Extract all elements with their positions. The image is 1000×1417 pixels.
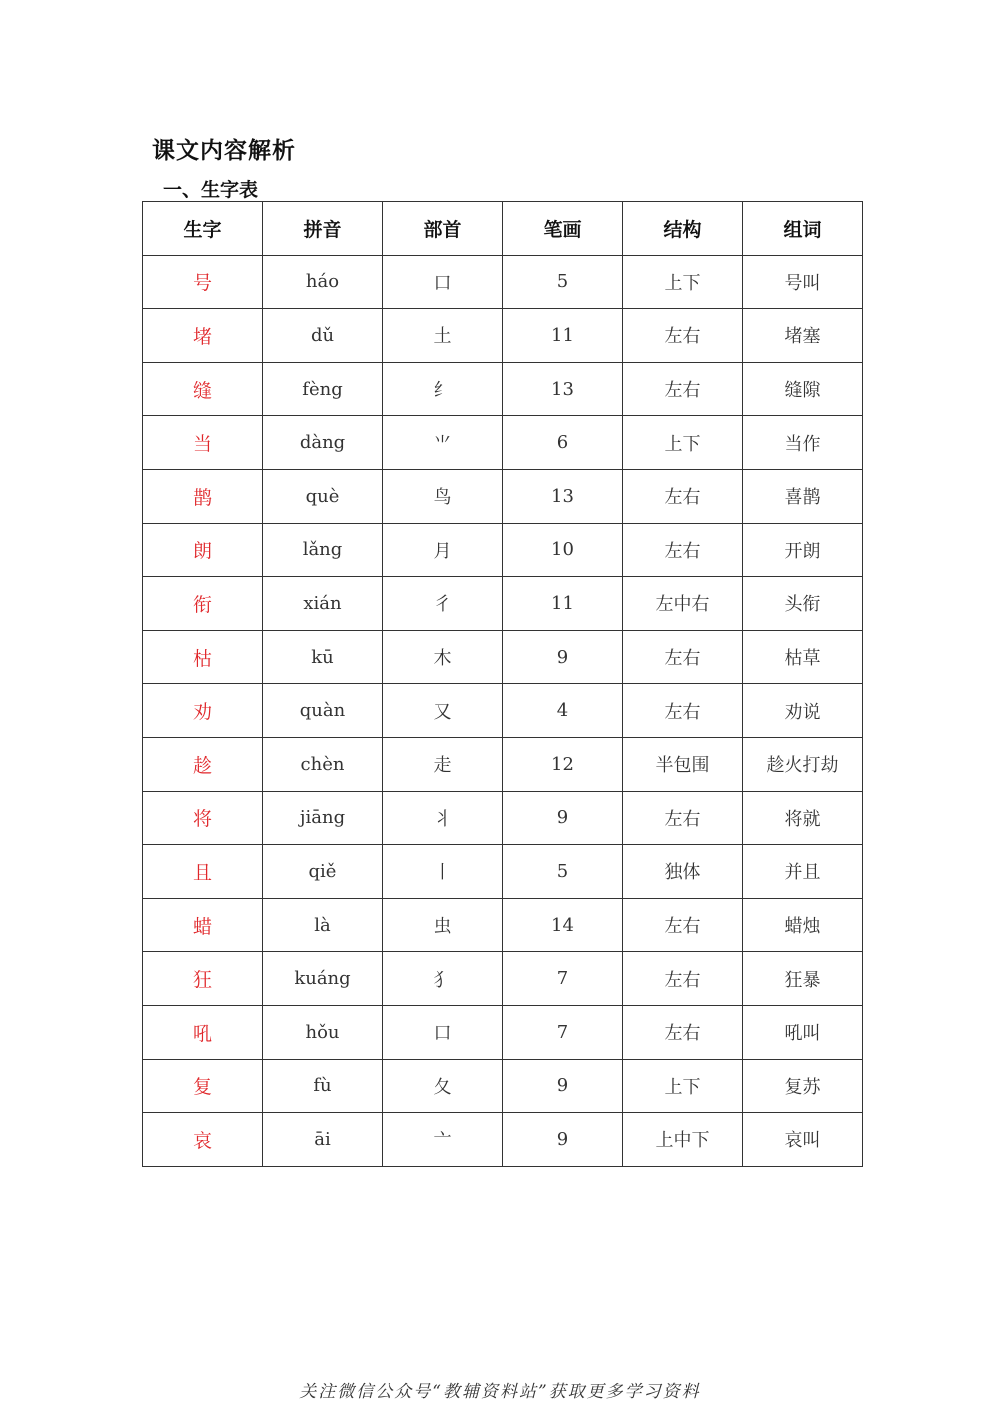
cell-radical: 月: [383, 523, 503, 577]
cell-pinyin: là: [263, 898, 383, 952]
table-row: [143, 309, 863, 363]
cell-word: 缝隙: [743, 362, 863, 416]
table-row: [143, 630, 863, 684]
cell-structure: 上下: [623, 416, 743, 470]
header-pinyin: 拼音: [263, 202, 383, 256]
header-structure: 结构: [623, 202, 743, 256]
cell-radical: 口: [383, 1005, 503, 1059]
vocabulary-table: [142, 201, 863, 1167]
cell-radical: 走: [383, 737, 503, 791]
cell-structure: 上下: [623, 1059, 743, 1113]
cell-pinyin: fù: [263, 1059, 383, 1113]
header-word: 组词: [743, 202, 863, 256]
table-row: [143, 362, 863, 416]
cell-strokes: 5: [503, 255, 623, 309]
cell-word: 哀叫: [743, 1113, 863, 1167]
cell-structure: 左右: [623, 630, 743, 684]
cell-radical: 又: [383, 684, 503, 738]
cell-strokes: 13: [503, 469, 623, 523]
cell-character: 将: [143, 791, 263, 845]
cell-pinyin: kū: [263, 630, 383, 684]
cell-word: 当作: [743, 416, 863, 470]
table-row: [143, 577, 863, 631]
cell-radical: 彳: [383, 577, 503, 631]
cell-structure: 左右: [623, 1005, 743, 1059]
cell-radical: ⺌: [383, 416, 503, 470]
cell-strokes: 11: [503, 577, 623, 631]
cell-character: 吼: [143, 1005, 263, 1059]
table-row: [143, 845, 863, 899]
cell-strokes: 14: [503, 898, 623, 952]
table-row: [143, 1113, 863, 1167]
cell-pinyin: xián: [263, 577, 383, 631]
cell-word: 堵塞: [743, 309, 863, 363]
table-row: [143, 1005, 863, 1059]
cell-structure: 独体: [623, 845, 743, 899]
cell-word: 将就: [743, 791, 863, 845]
cell-strokes: 9: [503, 1059, 623, 1113]
cell-radical: 亠: [383, 1113, 503, 1167]
cell-strokes: 9: [503, 791, 623, 845]
cell-pinyin: què: [263, 469, 383, 523]
header-character: 生字: [143, 202, 263, 256]
cell-pinyin: háo: [263, 255, 383, 309]
cell-word: 狂暴: [743, 952, 863, 1006]
table-row: [143, 416, 863, 470]
cell-pinyin: fèng: [263, 362, 383, 416]
table-row: [143, 1059, 863, 1113]
cell-structure: 左右: [623, 952, 743, 1006]
cell-pinyin: chèn: [263, 737, 383, 791]
cell-strokes: 4: [503, 684, 623, 738]
cell-strokes: 12: [503, 737, 623, 791]
header-radical: 部首: [383, 202, 503, 256]
cell-word: 号叫: [743, 255, 863, 309]
page-title: 课文内容解析: [152, 138, 296, 164]
cell-radical: 虫: [383, 898, 503, 952]
table-row: [143, 255, 863, 309]
cell-character: 号: [143, 255, 263, 309]
cell-radical: 夂: [383, 1059, 503, 1113]
cell-character: 蜡: [143, 898, 263, 952]
cell-radical: 木: [383, 630, 503, 684]
cell-character: 朗: [143, 523, 263, 577]
cell-character: 狂: [143, 952, 263, 1006]
cell-pinyin: dǔ: [263, 309, 383, 363]
cell-character: 趁: [143, 737, 263, 791]
cell-structure: 左右: [623, 898, 743, 952]
table-header-row: [143, 202, 863, 256]
table-row: [143, 791, 863, 845]
cell-structure: 上下: [623, 255, 743, 309]
table-row: [143, 469, 863, 523]
cell-pinyin: lǎng: [263, 523, 383, 577]
cell-radical: 犭: [383, 952, 503, 1006]
cell-strokes: 11: [503, 309, 623, 363]
cell-structure: 左右: [623, 469, 743, 523]
cell-pinyin: kuáng: [263, 952, 383, 1006]
cell-word: 头衔: [743, 577, 863, 631]
table-row: [143, 952, 863, 1006]
cell-character: 堵: [143, 309, 263, 363]
cell-character: 鹊: [143, 469, 263, 523]
cell-structure: 左中右: [623, 577, 743, 631]
cell-structure: 左右: [623, 309, 743, 363]
cell-pinyin: qiě: [263, 845, 383, 899]
cell-radical: 土: [383, 309, 503, 363]
cell-word: 劝说: [743, 684, 863, 738]
cell-strokes: 13: [503, 362, 623, 416]
cell-strokes: 6: [503, 416, 623, 470]
cell-character: 且: [143, 845, 263, 899]
cell-word: 并且: [743, 845, 863, 899]
cell-strokes: 9: [503, 1113, 623, 1167]
table-row: [143, 684, 863, 738]
cell-radical: 纟: [383, 362, 503, 416]
cell-word: 枯草: [743, 630, 863, 684]
table-row: [143, 737, 863, 791]
cell-word: 趁火打劫: [743, 737, 863, 791]
cell-strokes: 9: [503, 630, 623, 684]
table-body: [143, 255, 863, 1166]
cell-word: 蜡烛: [743, 898, 863, 952]
cell-word: 复苏: [743, 1059, 863, 1113]
cell-pinyin: jiāng: [263, 791, 383, 845]
table-row: [143, 898, 863, 952]
cell-pinyin: hǒu: [263, 1005, 383, 1059]
cell-strokes: 7: [503, 1005, 623, 1059]
cell-character: 缝: [143, 362, 263, 416]
cell-character: 复: [143, 1059, 263, 1113]
cell-character: 当: [143, 416, 263, 470]
footer-note: 关注微信公众号“教辅资料站”获取更多学习资料: [299, 1382, 701, 1402]
cell-word: 开朗: [743, 523, 863, 577]
cell-structure: 左右: [623, 791, 743, 845]
cell-radical: 丨: [383, 845, 503, 899]
cell-radical: 鸟: [383, 469, 503, 523]
cell-pinyin: dàng: [263, 416, 383, 470]
cell-structure: 半包围: [623, 737, 743, 791]
cell-character: 劝: [143, 684, 263, 738]
cell-structure: 上中下: [623, 1113, 743, 1167]
section-heading: 一、生字表: [163, 179, 259, 201]
cell-pinyin: āi: [263, 1113, 383, 1167]
cell-word: 吼叫: [743, 1005, 863, 1059]
cell-strokes: 5: [503, 845, 623, 899]
cell-character: 衔: [143, 577, 263, 631]
cell-strokes: 10: [503, 523, 623, 577]
cell-structure: 左右: [623, 523, 743, 577]
cell-structure: 左右: [623, 362, 743, 416]
cell-structure: 左右: [623, 684, 743, 738]
cell-strokes: 7: [503, 952, 623, 1006]
cell-word: 喜鹊: [743, 469, 863, 523]
cell-pinyin: quàn: [263, 684, 383, 738]
cell-character: 哀: [143, 1113, 263, 1167]
table-row: [143, 523, 863, 577]
cell-radical: 口: [383, 255, 503, 309]
cell-character: 枯: [143, 630, 263, 684]
cell-radical: 丬: [383, 791, 503, 845]
header-strokes: 笔画: [503, 202, 623, 256]
